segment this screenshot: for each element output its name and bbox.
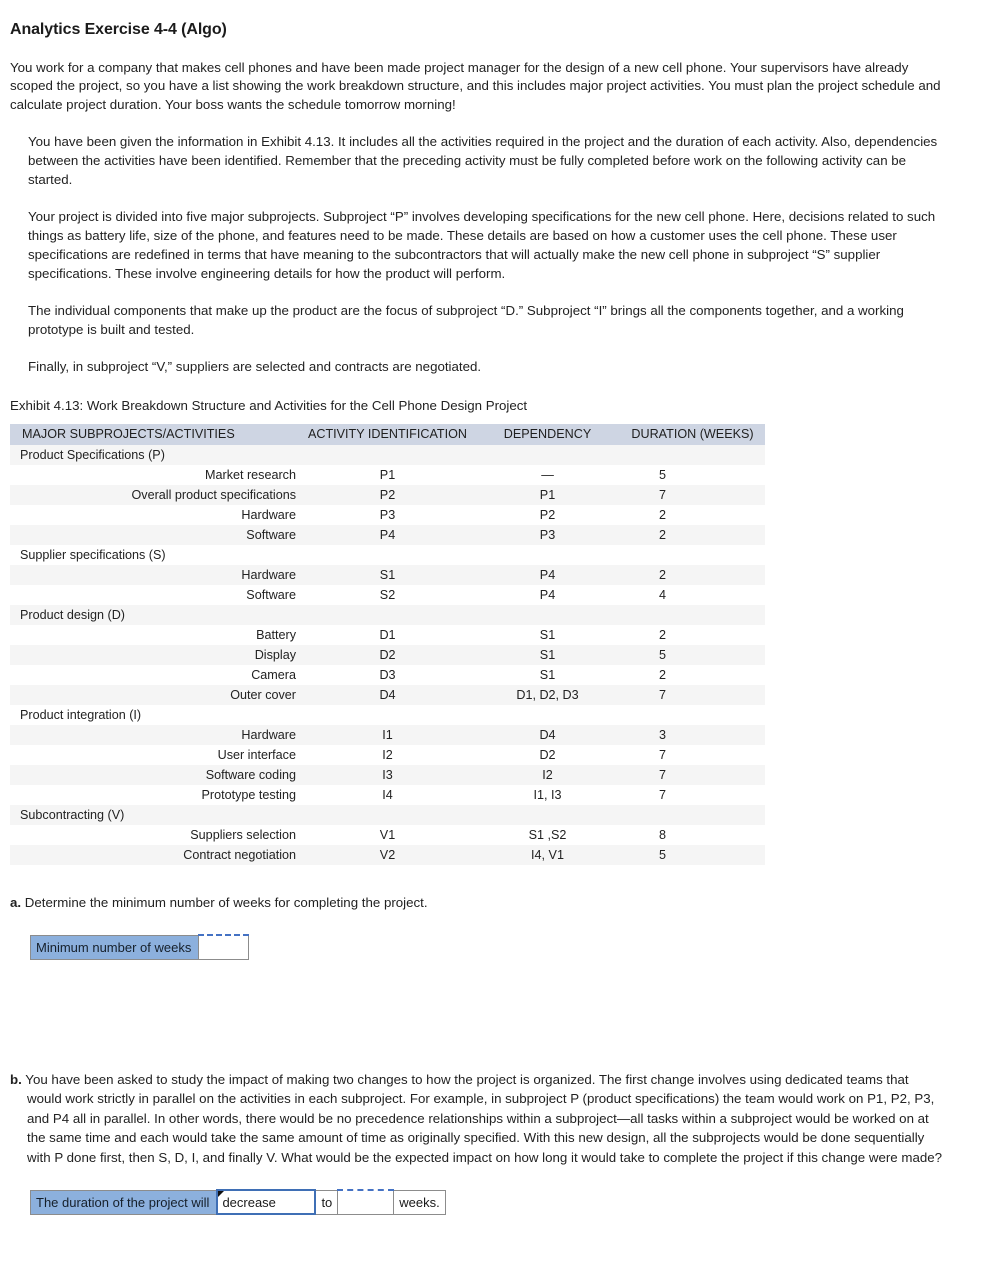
table-row: [10, 645, 765, 665]
activity-duration: 5: [620, 465, 765, 485]
question-a-text: Determine the minimum number of weeks for completing the project.: [24, 895, 428, 911]
table-group-row: [10, 605, 765, 625]
activity-name: Software: [10, 525, 300, 545]
subproject-name: Subcontracting (V): [10, 805, 300, 825]
activity-dependency: D1, D2, D3: [475, 685, 620, 705]
comment-flag-icon: [218, 1191, 224, 1197]
activity-dependency: P3: [475, 525, 620, 545]
activity-dependency: D4: [475, 725, 620, 745]
table-row: [10, 665, 765, 685]
activity-id: [300, 445, 475, 465]
question-a: [10, 893, 946, 912]
intro-paragraph-5: Finally, in subproject “V,” suppliers are selected and contracts are negotiated.: [28, 359, 482, 375]
activity-dependency: P4: [475, 585, 620, 605]
table-row: [10, 725, 765, 745]
answer-a-input-cell[interactable]: [199, 935, 249, 959]
answer-a-row: [31, 935, 249, 959]
activity-name: Hardware: [10, 725, 300, 745]
activity-duration: [620, 805, 765, 825]
intro-paragraph-4: The individual components that make up the product are the focus of subproject “D.” Subproject “I” brings all the components together, and a working prototype is built and tested.: [28, 303, 904, 338]
activity-dependency: D2: [475, 745, 620, 765]
activity-duration: [620, 605, 765, 625]
activity-duration: 8: [620, 825, 765, 845]
answer-b-table: [30, 1189, 446, 1215]
answer-b-select-cell[interactable]: [217, 1190, 315, 1214]
intro-paragraph-1: You work for a company that makes cell phones and have been made project manager for the design of a new cell phone. Your supervisors have already scoped the project, so you have a list showing the work breakdown structure, and this includes major project activities. You must plan the project schedule and calculate project duration. Your boss wants the schedule tomorrow morning!: [10, 59, 941, 112]
answer-a-label: Minimum number of weeks: [31, 935, 199, 959]
table-group-row: [10, 445, 765, 465]
activity-dependency: [475, 605, 620, 625]
exhibit-caption: Exhibit 4.13: Work Breakdown Structure and Activities for the Cell Phone Design Project: [10, 398, 528, 414]
answer-b-select-value: decrease: [222, 1194, 276, 1210]
activity-dependency: P2: [475, 505, 620, 525]
activity-dependency: [475, 805, 620, 825]
activity-name: Hardware: [10, 505, 300, 525]
activity-duration: [620, 545, 765, 565]
table-row: [10, 465, 765, 485]
activity-name: Overall product specifications: [10, 485, 300, 505]
activity-id: S1: [300, 565, 475, 585]
activity-id: D4: [300, 685, 475, 705]
activity-duration: 2: [620, 565, 765, 585]
activity-name: Prototype testing: [10, 785, 300, 805]
subproject-name: Product integration (I): [10, 705, 300, 725]
activity-id: P3: [300, 505, 475, 525]
activity-dependency: P4: [475, 565, 620, 585]
activity-id: V1: [300, 825, 475, 845]
activity-duration: 7: [620, 745, 765, 765]
column-header-duration: DURATION (WEEKS): [620, 424, 765, 445]
table-row: [10, 585, 765, 605]
activity-dependency: P1: [475, 485, 620, 505]
intro-paragraph-3: Your project is divided into five major subprojects. Subproject “P” involves developing specifications for the new cell phone. Here, decisions related to such things as battery life, size of the phone, and features need to be made. These details are based on how a customer uses the cell phone. These user specifications are redefined in terms that have meaning to the subcontractors that will actually make the new cell phone in subproject “S” supplier specifications. These involve engineering details for how the product will perform.: [28, 209, 936, 282]
activity-name: Contract negotiation: [10, 845, 300, 865]
activity-dependency: I2: [475, 765, 620, 785]
activity-dependency: S1 ,S2: [475, 825, 620, 845]
exercise-page: [0, 11, 990, 1236]
activity-name: Suppliers selection: [10, 825, 300, 845]
activity-id: D3: [300, 665, 475, 685]
activity-id: V2: [300, 845, 475, 865]
activity-id: I1: [300, 725, 475, 745]
activity-id: D2: [300, 645, 475, 665]
activity-id: I4: [300, 785, 475, 805]
table-header-row: [10, 424, 765, 445]
minimum-weeks-input[interactable]: [199, 937, 248, 957]
activity-name: Software coding: [10, 765, 300, 785]
table-row: [10, 765, 765, 785]
activity-dependency: —: [475, 465, 620, 485]
answer-b-connector: to: [315, 1190, 337, 1214]
answer-a-wrapper: [30, 934, 990, 960]
table-row: [10, 785, 765, 805]
activity-name: Hardware: [10, 565, 300, 585]
duration-weeks-input[interactable]: [338, 1192, 393, 1212]
column-header-dependency: DEPENDENCY: [475, 424, 620, 445]
activity-id: [300, 805, 475, 825]
question-b: [10, 1070, 944, 1168]
table-row: [10, 825, 765, 845]
activity-id: [300, 705, 475, 725]
work-breakdown-table: [10, 424, 765, 865]
activity-duration: [620, 705, 765, 725]
activity-dependency: S1: [475, 665, 620, 685]
activity-dependency: [475, 545, 620, 565]
table-row: [10, 685, 765, 705]
activity-duration: 7: [620, 765, 765, 785]
activity-duration: 4: [620, 585, 765, 605]
activity-dependency: [475, 445, 620, 465]
activity-duration: 2: [620, 625, 765, 645]
activity-dependency: I1, I3: [475, 785, 620, 805]
activity-dependency: S1: [475, 625, 620, 645]
answer-b-row: [31, 1190, 446, 1214]
activity-name: Outer cover: [10, 685, 300, 705]
activity-name: Display: [10, 645, 300, 665]
table-group-row: [10, 705, 765, 725]
subproject-name: Product design (D): [10, 605, 300, 625]
activity-duration: 2: [620, 525, 765, 545]
activity-id: I3: [300, 765, 475, 785]
activity-duration: 7: [620, 685, 765, 705]
activity-id: S2: [300, 585, 475, 605]
activity-duration: 2: [620, 665, 765, 685]
activity-dependency: [475, 705, 620, 725]
answer-b-unit: weeks.: [394, 1190, 445, 1214]
activity-duration: 5: [620, 845, 765, 865]
page-title: Analytics Exercise 4-4 (Algo): [10, 20, 227, 38]
activity-name: User interface: [10, 745, 300, 765]
activity-id: [300, 545, 475, 565]
table-row: [10, 565, 765, 585]
spacer: [0, 960, 990, 1030]
table-row: [10, 625, 765, 645]
question-a-marker: a.: [10, 895, 22, 911]
column-header-major: MAJOR SUBPROJECTS/ACTIVITIES: [10, 424, 300, 445]
answer-b-wrapper: [30, 1189, 990, 1215]
question-b-text: You have been asked to study the impact of making two changes to how the project is organized. The first change involves using dedicated teams that would work strictly in parallel on the activities in each subproject. For example, in subproject P (product specifications) the team would work on P1, P2, P3, and P4 all in parallel. In other words, there would be no precedence relationships within a subproject—all tasks within a subproject would be worked on at the same time and each would take the same amount of time as originally specified. With this new design, all the subprojects would be done sequentially with P done first, then S, D, I, and finally V. What would be the expected impact on how long it would take to complete the project if this change were made?: [25, 1071, 943, 1165]
activity-id: P4: [300, 525, 475, 545]
activity-id: P1: [300, 465, 475, 485]
activity-duration: 7: [620, 485, 765, 505]
activity-duration: 2: [620, 505, 765, 525]
activity-duration: 7: [620, 785, 765, 805]
activity-name: Software: [10, 585, 300, 605]
table-row: [10, 745, 765, 765]
column-header-activity-id: ACTIVITY IDENTIFICATION: [300, 424, 475, 445]
table-group-row: [10, 545, 765, 565]
table-row: [10, 525, 765, 545]
intro-paragraph-2: You have been given the information in Exhibit 4.13. It includes all the activities required in the project and the duration of each activity. Also, dependencies between the activities have been identified. Remember that the preceding activity must be fully completed before work on the following activity can be started.: [28, 134, 938, 188]
activity-duration: 5: [620, 645, 765, 665]
subproject-name: Product Specifications (P): [10, 445, 300, 465]
subproject-name: Supplier specifications (S): [10, 545, 300, 565]
activity-id: I2: [300, 745, 475, 765]
table-row: [10, 505, 765, 525]
activity-id: D1: [300, 625, 475, 645]
activity-name: Camera: [10, 665, 300, 685]
answer-a-table: [30, 934, 249, 960]
table-row: [10, 845, 765, 865]
activity-duration: [620, 445, 765, 465]
activity-name: Battery: [10, 625, 300, 645]
activity-id: [300, 605, 475, 625]
answer-b-input-cell[interactable]: [338, 1190, 394, 1214]
answer-b-label: The duration of the project will: [31, 1190, 218, 1214]
question-b-marker: b.: [10, 1071, 22, 1087]
activity-name: Market research: [10, 465, 300, 485]
table-row: [10, 485, 765, 505]
activity-duration: 3: [620, 725, 765, 745]
activity-id: P2: [300, 485, 475, 505]
activity-dependency: I4, V1: [475, 845, 620, 865]
activity-dependency: S1: [475, 645, 620, 665]
table-group-row: [10, 805, 765, 825]
